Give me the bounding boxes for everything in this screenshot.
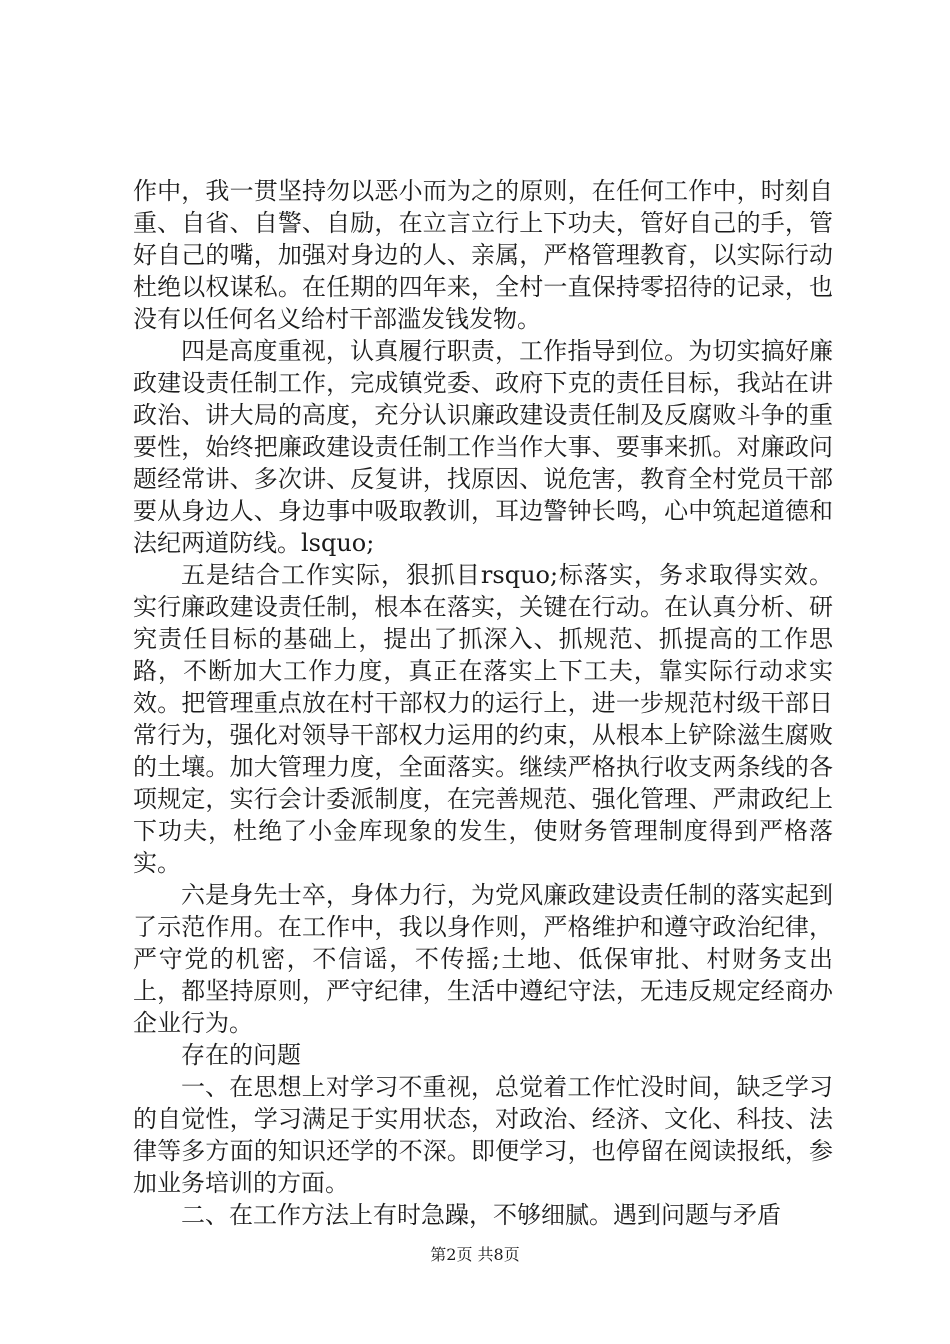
paragraph-3: 五是结合工作实际，狠抓目rsquo;标落实，务求取得实效。实行廉政建设责任制，根本在落实，关键在行动。在认真分析、研究责任目标的基础上，提出了抓深入、抓规范、抓提高的工作思路，不断加大工作力度，真正在落实上下工夫，靠实际行动求实效。把管理重点放在村干部权力的运行上，进一步规范村级干部日常行为，强化对领导干部权力运用的约束，从根本上铲除滋生腐败的土壤。加大管理力度，全面落实。继续严格执行收支两条线的各项规定，实行会计委派制度，在完善规范、强化管理、严肃政纪上下功夫，杜绝了小金库现象的发生，使财务管理制度得到严格落实。: [133, 561, 833, 877]
page-footer: [0, 1245, 950, 1265]
paragraph-6: 二、在工作方法上有时急躁，不够细腻。遇到问题与矛盾: [181, 1201, 781, 1229]
page-number-label: 第2页 共8页: [430, 1245, 520, 1264]
paragraph-1: 作中，我一贯坚持勿以恶小而为之的原则，在任何工作中，时刻自重、自省、自警、自励，在立言立行上下功夫，管好自己的手，管好自己的嘴，加强对身边的人、亲属，严格管理教育，以实际行动杜绝以权谋私。在任期的四年来，全村一直保持零招待的记录，也没有以任何名义给村干部滥发钱发物。: [133, 177, 833, 333]
paragraph-4: 六是身先士卒，身体力行，为党风廉政建设责任制的落实起到了示范作用。在工作中，我以身作则，严格维护和遵守政治纪律，严守党的机密，不信谣，不传摇;土地、低保审批、村财务支出上，都坚持原则，严守纪律，生活中遵纪守法，无违反规定经商办企业行为。: [133, 881, 833, 1037]
paragraph-2: 四是高度重视，认真履行职责，工作指导到位。为切实搞好廉政建设责任制工作，完成镇党委、政府下克的责任目标，我站在讲政治、讲大局的高度，充分认识廉政建设责任制及反腐败斗争的重要性，始终把廉政建设责任制工作当作大事、要事来抓。对廉政问题经常讲、多次讲、反复讲，找原因、说危害，教育全村党员干部要从身边人、身边事中吸取教训，耳边警钟长鸣，心中筑起道德和法纪两道防线。lsquo;: [133, 337, 833, 557]
paragraph-5: 一、在思想上对学习不重视，总觉着工作忙没时间，缺乏学习的自觉性，学习满足于实用状态，对政治、经济、文化、科技、法律等多方面的知识还学的不深。即便学习，也停留在阅读报纸，参加业务培训的方面。: [133, 1073, 833, 1197]
section-heading-problems: 存在的问题: [181, 1041, 301, 1069]
body-text: [133, 175, 833, 1231]
